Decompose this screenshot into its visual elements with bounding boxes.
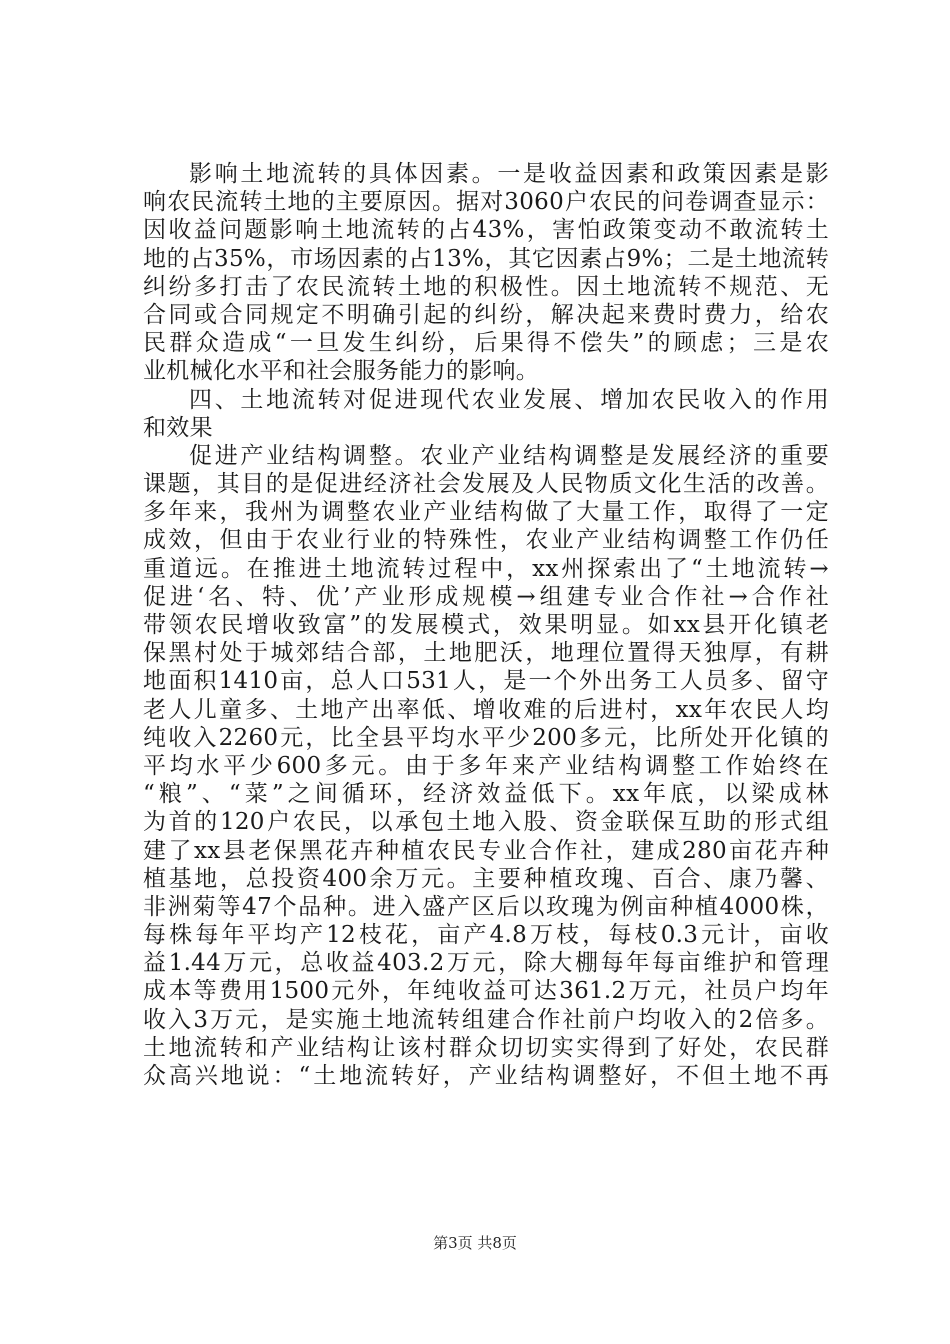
page-footer: [0, 1233, 950, 1253]
text-line: 和效果: [143, 414, 213, 441]
text-line: 非洲菊等47个品种。进入盛产区后以玫瑰为例亩种植4000株，: [143, 893, 829, 920]
text-line: 多年来，我州为调整农业产业结构做了大量工作，取得了一定: [143, 499, 829, 526]
text-line: 土地流转和产业结构让该村群众切切实实得到了好处，农民群: [143, 1034, 829, 1061]
text-line: 为首的120户农民，以承包土地入股、资金联保互助的形式组: [143, 809, 829, 836]
text-line: 带领农民增收致富”的发展模式，效果明显。如xx县开化镇老: [143, 612, 829, 638]
text-line: 每株每年平均产12枝花，亩产4.8万枝，每枝0.3元计，亩收: [143, 922, 829, 949]
text-line: 课题，其目的是促进经济社会发展及人民物质文化生活的改善。: [143, 471, 829, 498]
text-line: 成本等费用1500元外，年纯收益可达361.2万元，社员户均年: [143, 978, 829, 1005]
text-line: 业机械化水平和社会服务能力的影响。: [143, 358, 540, 385]
text-line: 因收益问题影响土地流转的占43%，害怕政策变动不敢流转土: [143, 217, 829, 244]
text-line: 促进产业结构调整。农业产业结构调整是发展经济的重要: [189, 442, 829, 469]
text-line: 四、土地流转对促进现代农业发展、增加农民收入的作用: [189, 386, 829, 413]
text-line: 响农民流转土地的主要原因。据对3060户农民的问卷调查显示：: [143, 189, 829, 216]
document-body: [143, 160, 829, 1090]
text-line: 促进‘名、特、优’产业形成规模→组建专业合作社→合作社: [143, 583, 829, 610]
text-line: 纠纷多打击了农民流转土地的积极性。因土地流转不规范、无: [143, 273, 829, 300]
page-number: 第3页 共8页: [433, 1234, 517, 1252]
text-line: 纯收入2260元，比全县平均水平少200多元，比所处开化镇的: [143, 724, 829, 751]
text-line: 影响土地流转的具体因素。一是收益因素和政策因素是影: [189, 161, 829, 187]
text-line: 建了xx县老保黑花卉种植农民专业合作社，建成280亩花卉种: [143, 837, 829, 864]
text-line: 众高兴地说：“土地流转好，产业结构调整好，不但土地不再: [143, 1063, 829, 1089]
text-line: 地面积1410亩，总人口531人，是一个外出务工人员多、留守: [143, 668, 829, 695]
text-line: 地的占35%，市场因素的占13%，其它因素占9%；二是土地流转: [143, 245, 829, 272]
text-line: 老人儿童多、土地产出率低、增收难的后进村，xx年农民人均: [143, 696, 829, 723]
text-line: 成效，但由于农业行业的特殊性，农业产业结构调整工作仍任: [143, 527, 829, 554]
text-line: 民群众造成“一旦发生纠纷，后果得不偿失”的顾虑；三是农: [143, 330, 829, 357]
text-line: “粮”、“菜”之间循环，经济效益低下。xx年底，以梁成林: [143, 781, 829, 808]
text-line: 重道远。在推进土地流转过程中，xx州探索出了“土地流转→: [143, 555, 829, 582]
text-line: 植基地，总投资400余万元。主要种植玫瑰、百合、康乃馨、: [143, 865, 829, 892]
text-line: 益1.44万元，总收益403.2万元，除大棚每年每亩维护和管理: [143, 950, 829, 977]
text-line: 收入3万元，是实施土地流转组建合作社前户均收入的2倍多。: [143, 1006, 829, 1033]
text-line: 保黑村处于城郊结合部，土地肥沃，地理位置得天独厚，有耕: [143, 640, 829, 667]
text-line: 合同或合同规定不明确引起的纠纷，解决起来费时费力，给农: [143, 301, 829, 328]
text-line: 平均水平少600多元。由于多年来产业结构调整工作始终在: [143, 752, 829, 779]
